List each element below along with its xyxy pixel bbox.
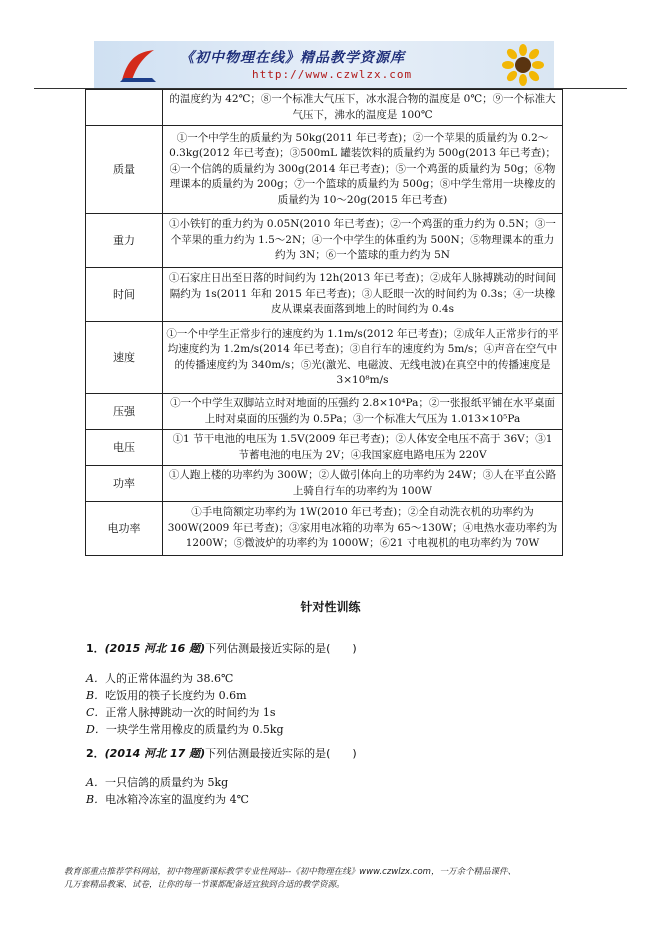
category-cell: 质量 bbox=[86, 126, 163, 214]
option-b[interactable]: B．吃饭用的筷子长度约为 0.6m bbox=[86, 689, 247, 702]
banner-url[interactable]: http://www.czwlzx.com bbox=[252, 68, 413, 81]
estimates-table bbox=[85, 89, 563, 556]
category-cell: 重力 bbox=[86, 214, 163, 268]
table-row bbox=[86, 268, 563, 322]
option-c[interactable]: C．正常人脉搏跳动一次的时间约为 1s bbox=[86, 706, 276, 719]
description-cell: ①石家庄日出至日落的时间约为 12h(2013 年已考查)；②成年人脉搏跳动的时间间隔约为 1s(2011 年和 2015 年已考查)；③人眨眼一次的时间约为 0.3s；④一块橡皮从课桌表面落到地上的时间约为 0.4s bbox=[163, 268, 563, 322]
table-row bbox=[86, 430, 563, 466]
page-footer bbox=[64, 866, 624, 892]
option-a[interactable]: A．人的正常体温约为 38.6℃ bbox=[86, 672, 234, 685]
header-banner bbox=[94, 41, 554, 88]
description-cell: ①一个中学生双脚站立时对地面的压强约 2.8×10⁴Pa；②一张报纸平铺在水平桌面上时对桌面的压强约为 0.5Pa；③一个标准大气压为 1.013×10⁵Pa bbox=[163, 394, 563, 430]
table-row bbox=[86, 214, 563, 268]
description-cell: ①人跑上楼的功率约为 300W；②人做引体向上的功率约为 24W；③人在平直公路上骑自行车的功率约为 100W bbox=[163, 466, 563, 502]
question-number: 2． bbox=[86, 747, 105, 760]
category-cell bbox=[86, 90, 163, 126]
description-cell: 的温度约为 42℃；⑧一个标准大气压下，冰水混合物的温度是 0℃；⑨一个标准大气压下，沸水的温度是 100℃ bbox=[163, 90, 563, 126]
question-number: 1． bbox=[86, 642, 105, 655]
table-row bbox=[86, 394, 563, 430]
footer-line: 教育部重点推荐学科网站，初中物理新课标教学专业性网站--《初中物理在线》www.czwlzx.com，一万余个精品课件、 bbox=[64, 867, 516, 877]
description-cell: ①手电筒额定功率约为 1W(2010 年已考查)；②全自动洗衣机的功率约为 300W(2009 年已考查)；③家用电冰箱的功率为 65～130W；④电热水壶功率约为 1200W；⑤微波炉的功率约为 1000W；⑥21 寸电视机的电功率约为 70W bbox=[163, 502, 563, 556]
question-text: 下列估测最接近实际的是( ) bbox=[205, 747, 357, 760]
category-cell: 压强 bbox=[86, 394, 163, 430]
description-cell: ①一个中学生正常步行的速度约为 1.1m/s(2012 年已考查)；②成年人正常步行的平均速度约为 1.2m/s(2014 年已考查)；③自行车的速度约为 5m/s；④声音在空气中的传播速度约为 340m/s；⑤光(激光、电磁波、无线电波)在真空中的传播速度是 3×10⁸m/s bbox=[163, 322, 563, 394]
category-cell: 电功率 bbox=[86, 502, 163, 556]
table-row bbox=[86, 466, 563, 502]
table-row bbox=[86, 126, 563, 214]
description-cell: ①一个中学生的质量约为 50kg(2011 年已考查)；②一个苹果的质量约为 0.2～0.3kg(2012 年已考查)；③500mL 罐装饮料的质量约为 500g(2013 年已考查)；④一个信鸽的质量约为 300g(2014 年已考查)；⑤一个鸡蛋的质量约为 50g；⑥物理课本的质量约为 200g；⑦一个篮球的质量约为 500g；⑧中学生常用一块橡皮的质量约为 10～20g(2015 年已考查) bbox=[163, 126, 563, 214]
footer-line: 几万套精品教案、试卷，让你的每一节课都配备适宜独到合适的教学资源。 bbox=[64, 880, 345, 890]
description-cell: ①小铁钉的重力约为 0.05N(2010 年已考查)；②一个鸡蛋的重力约为 0.5N；③一个苹果的重力约为 1.5～2N；④一个中学生的体重约为 500N；⑤物理课本的重力约为 3N；⑥一个篮球的重力约为 5N bbox=[163, 214, 563, 268]
question-source: (2014 河北 17 题) bbox=[104, 747, 206, 760]
section-title: 针对性训练 bbox=[300, 600, 361, 614]
table-row bbox=[86, 502, 563, 556]
question-2-stem bbox=[86, 745, 357, 761]
category-cell: 时间 bbox=[86, 268, 163, 322]
option-b[interactable]: B．电冰箱冷冻室的温度约为 4℃ bbox=[86, 793, 249, 806]
category-cell: 电压 bbox=[86, 430, 163, 466]
site-logo-icon bbox=[118, 48, 158, 84]
option-d[interactable]: D．一块学生常用橡皮的质量约为 0.5kg bbox=[86, 723, 284, 736]
question-text: 下列估测最接近实际的是( ) bbox=[205, 642, 357, 655]
category-cell: 功率 bbox=[86, 466, 163, 502]
category-cell: 速度 bbox=[86, 322, 163, 394]
question-1-stem bbox=[86, 640, 357, 656]
table-row bbox=[86, 90, 563, 126]
table-row bbox=[86, 322, 563, 394]
description-cell: ①1 节干电池的电压为 1.5V(2009 年已考查)；②人体安全电压不高于 36V；③1 节蓄电池的电压为 2V；④我国家庭电路电压为 220V bbox=[163, 430, 563, 466]
sunflower-icon bbox=[502, 44, 544, 86]
option-a[interactable]: A．一只信鸽的质量约为 5kg bbox=[86, 776, 229, 789]
banner-title: 《初中物理在线》精品教学资源库 bbox=[180, 50, 405, 66]
question-source: (2015 河北 16 题) bbox=[104, 642, 206, 655]
